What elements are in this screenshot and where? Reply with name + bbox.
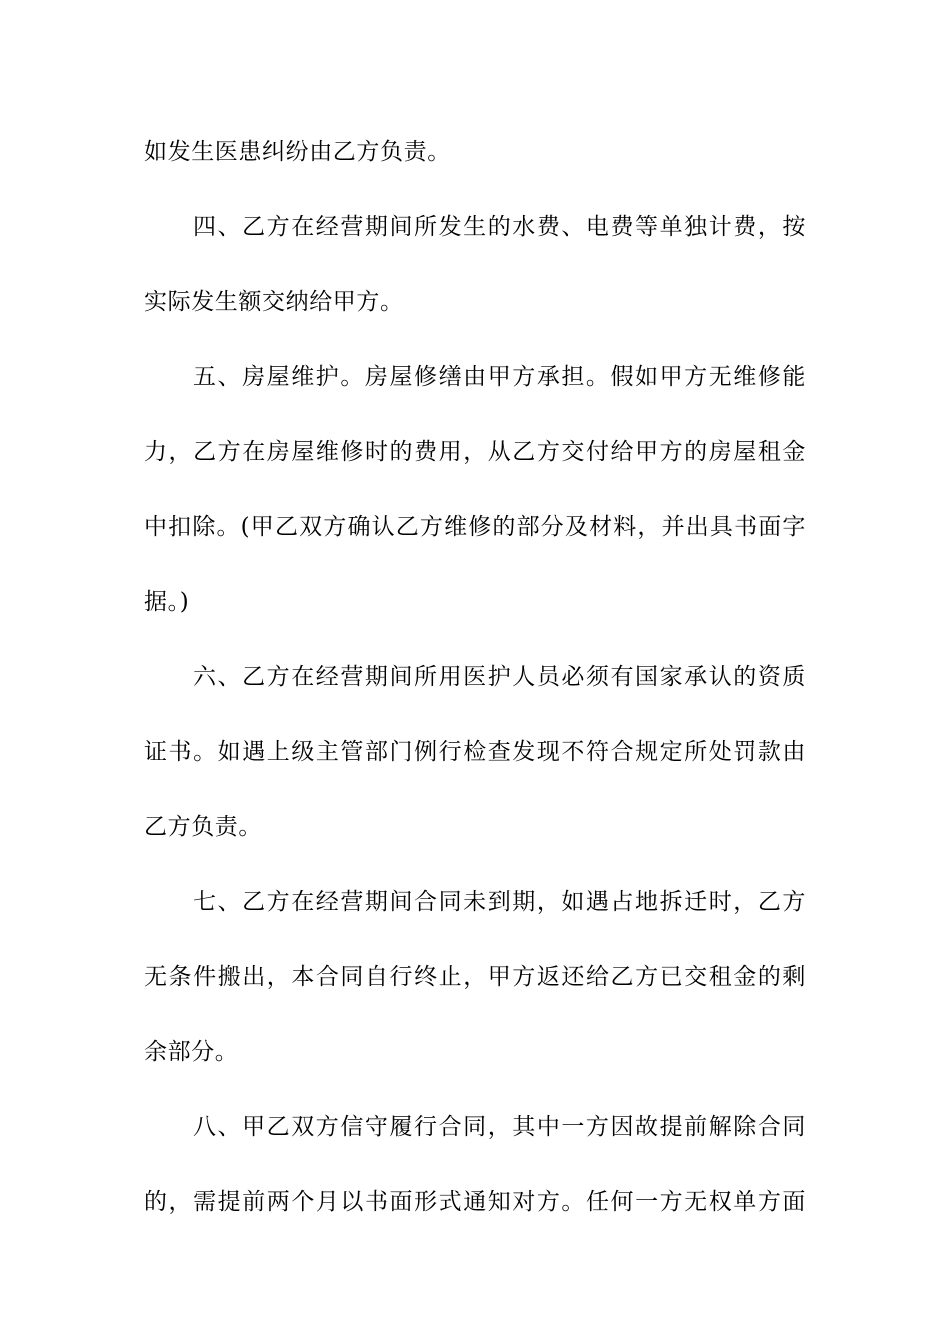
text-line: 无条件搬出，本合同自行终止，甲方返还给乙方已交租金的剩 <box>144 964 806 990</box>
text-line: 实际发生额交纳给甲方。 <box>144 289 404 315</box>
text-line: 力，乙方在房屋维修时的费用，从乙方交付给甲方的房屋租金 <box>144 439 806 465</box>
text-line: 证书。如遇上级主管部门例行检查发现不符合规定所处罚款由 <box>144 739 806 765</box>
text-line: 五、房屋维护。房屋修缮由甲方承担。假如甲方无维修能 <box>193 364 806 390</box>
text-line: 的，需提前两个月以书面形式通知对方。任何一方无权单方面 <box>144 1189 806 1215</box>
text-line: 据。) <box>144 589 190 615</box>
text-line: 六、乙方在经营期间所用医护人员必须有国家承认的资质 <box>193 664 806 690</box>
text-line: 中扣除。(甲乙双方确认乙方维修的部分及材料，并出具书面字 <box>144 514 806 540</box>
text-line: 七、乙方在经营期间合同未到期，如遇占地拆迁时，乙方 <box>193 889 806 915</box>
text-line: 如发生医患纠纷由乙方负责。 <box>144 139 451 165</box>
text-line: 四、乙方在经营期间所发生的水费、电费等单独计费，按 <box>193 214 806 240</box>
text-line: 乙方负责。 <box>144 814 262 840</box>
text-line: 余部分。 <box>144 1039 239 1065</box>
text-line: 八、甲乙双方信守履行合同，其中一方因故提前解除合同 <box>193 1114 806 1140</box>
